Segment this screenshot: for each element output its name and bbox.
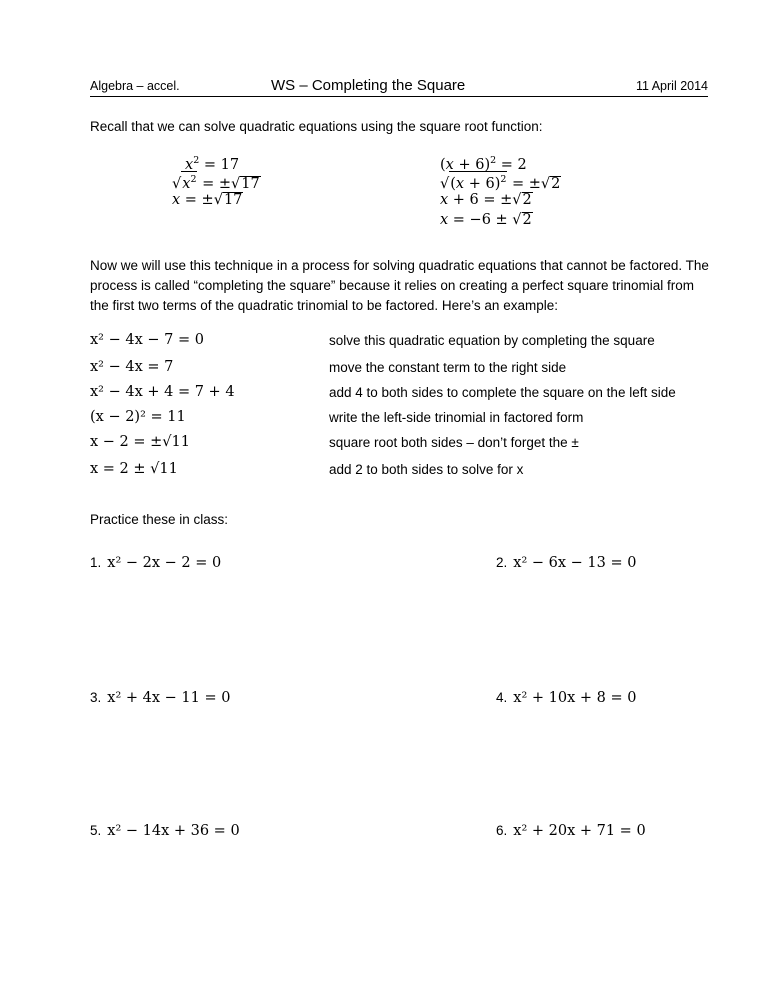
step-note: add 4 to both sides to complete the square on the left side — [329, 385, 676, 400]
step-row — [90, 332, 710, 356]
example-right-line-1: $(x + 6)^2 = 2$ — [440, 155, 527, 173]
problem-equation: x² + 20x + 71 = 0 — [513, 823, 646, 839]
problem-equation: x² + 10x + 8 = 0 — [513, 690, 637, 706]
problem-5 — [90, 823, 240, 839]
step-equation: x² − 4x + 4 = 7 + 4 — [90, 384, 235, 400]
problem-number: 2. — [496, 555, 508, 570]
step-row — [90, 359, 710, 383]
step-note: write the left-side trinomial in factored form — [329, 410, 584, 425]
step-note: add 2 to both sides to solve for x — [329, 462, 524, 477]
step-row — [90, 434, 710, 458]
problem-number: 5. — [90, 823, 102, 838]
problem-1 — [90, 555, 221, 571]
course-name: Algebra – accel. — [90, 79, 180, 93]
step-equation: x² − 4x − 7 = 0 — [90, 332, 204, 348]
problem-2 — [496, 555, 636, 571]
example-right-line-2: $√(x + 6)^2 = \pm√2$ — [440, 171, 561, 193]
example-left-line-2: $√x^2 = \pm√17$ — [172, 171, 261, 193]
example-right-line-3: x + 6 = ±√2 — [440, 192, 532, 208]
problem-equation: x² − 6x − 13 = 0 — [513, 555, 637, 571]
step-row — [90, 409, 710, 433]
problem-equation: x² + 4x − 11 = 0 — [107, 690, 231, 706]
worksheet-header — [90, 76, 708, 97]
problem-4 — [496, 690, 636, 706]
step-row — [90, 461, 710, 485]
step-equation: x − 2 = ±√11 — [90, 434, 190, 450]
practice-label: Practice these in class: — [90, 512, 229, 527]
step-row — [90, 384, 710, 408]
problem-number: 4. — [496, 690, 508, 705]
problem-3 — [90, 690, 230, 706]
problem-equation: x² − 14x + 36 = 0 — [107, 823, 240, 839]
step-note: solve this quadratic equation by completing the square — [329, 333, 655, 348]
example-left-line-3: x = ±√17 — [172, 192, 243, 208]
problem-6 — [496, 823, 646, 839]
intro-text: Recall that we can solve quadratic equations using the square root function: — [90, 119, 543, 134]
explanation-paragraph: Now we will use this technique in a process for solving quadratic equations that cannot be factored. The process is called “completing the square” because it relies on creating a perfect square trinomial from the first two terms of the quadratic trinomial to be factored. Here’s an example: — [90, 258, 709, 313]
step-equation: x² − 4x = 7 — [90, 359, 174, 375]
problem-number: 6. — [496, 823, 508, 838]
example-right-line-4: x = −6 ± √2 — [440, 212, 532, 228]
step-equation: (x − 2)² = 11 — [90, 409, 186, 425]
step-note: move the constant term to the right side — [329, 360, 567, 375]
step-note: square root both sides – don’t forget the ± — [329, 435, 579, 450]
worksheet-date: 11 April 2014 — [635, 79, 708, 93]
problem-equation: x² − 2x − 2 = 0 — [107, 555, 222, 571]
worksheet-title: WS – Completing the Square — [271, 77, 466, 94]
example-left-line-1: $x^2 = 17$ — [185, 155, 240, 173]
problem-number: 3. — [90, 690, 102, 705]
problem-number: 1. — [90, 555, 102, 570]
step-equation: x = 2 ± √11 — [90, 461, 178, 477]
